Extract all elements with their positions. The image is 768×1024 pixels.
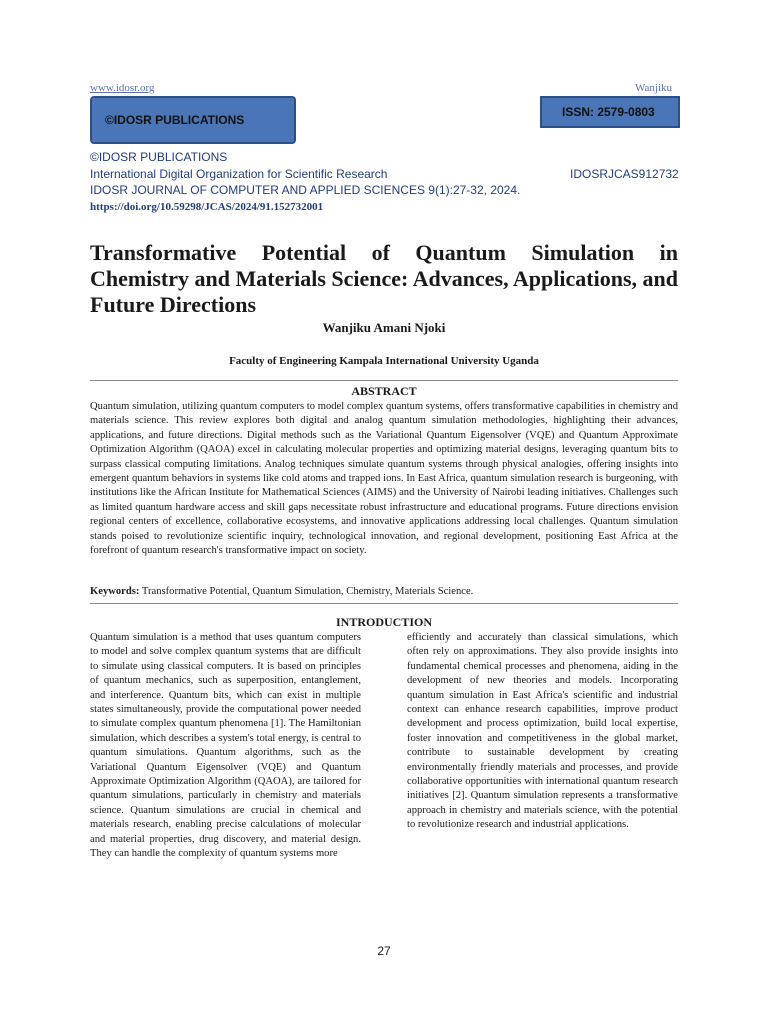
- introduction-column-right: efficiently and accurately than classical simulations, which often rely on approximations. They also provide insights into fundamental chemical processes and phenomena, aiding in the development of new theories and models. Incorporating quantum simulation in East Africa's scientific and industrial context can enhance research capabilities, improve product development and process optimization, build local expertise, foster innovation and competitiveness in the global market, contribute to sustainable development by creating environmentally friendly materials and processes, and provide collaborative opportunities with international quantum research initiatives [2]. Quantum simulation represents a transformative approach in chemistry and materials science, with the potential to revolutionize research and industrial applications.: [407, 632, 678, 831]
- article-code: IDOSRJCAS912732: [570, 167, 679, 181]
- article-title: Transformative Potential of Quantum Simulation in Chemistry and Materials Science: Advances, Applications, and Future Directions: [90, 240, 678, 317]
- keywords-list: Transformative Potential, Quantum Simulation, Chemistry, Materials Science.: [139, 586, 474, 597]
- abstract-text: Quantum simulation, utilizing quantum computers to model complex quantum systems, offers transformative capabilities in chemistry and materials science. This review explores both digital and analog quantum simulation methodologies, highlighting their advances, applications, and future directions. Digital methods such as the Variational Quantum Eigensolver (VQE) and Quantum Approximate Optimization Algorithm (QAOA) excel in calculating molecular properties and optimizing material designs, leveraging quantum bits to surpass classical computing limitations. Analog techniques simulate quantum systems through physical analogies, offering insights into emergent quantum behaviors in systems like cold atoms and trapped ions. In East Africa, quantum simulation research is burgeoning, with institutions like the African Institute for Mathematical Sciences (AIMS) and the University of Nairobi leading initiatives. Challenges such as limited quantum hardware access and skill gaps necessitate robust infrastructure and educational programs. Future directions envision regional centers of excellence, collaborative ecosystems, and innovative applications addressing local challenges. Quantum simulation stands poised to revolutionize scientific inquiry, technological innovation, and regional development, positioning East Africa at the forefront of quantum research's transformative impact on society.: [90, 401, 678, 557]
- site-link[interactable]: www.idosr.org: [90, 82, 155, 94]
- publisher-line: ©IDOSR PUBLICATIONS: [90, 150, 228, 164]
- organization-line: International Digital Organization for Scientific Research: [90, 167, 388, 181]
- introduction-heading: INTRODUCTION: [335, 615, 432, 629]
- keywords: [90, 586, 678, 597]
- abstract-top-rule: [90, 380, 678, 381]
- running-author: Wanjiku: [635, 82, 672, 94]
- abstract-bottom-rule: [90, 603, 678, 604]
- issn-label: ISSN: 2579-0803: [562, 105, 655, 119]
- page-number: 27: [377, 944, 391, 958]
- doi-link[interactable]: https://doi.org/10.59298/JCAS/2024/91.152732001: [90, 201, 324, 213]
- author-name: Wanjiku Amani Njoki: [322, 320, 446, 335]
- journal-line: IDOSR JOURNAL OF COMPUTER AND APPLIED SCIENCES 9(1):27-32, 2024.: [90, 183, 521, 197]
- abstract-heading: ABSTRACT: [351, 384, 417, 398]
- introduction-column-left: Quantum simulation is a method that uses quantum computers to model and solve complex quantum systems that are difficult to simulate using classical computers. It is based on principles of quantum mechanics, such as superposition, entanglement, and interference. Quantum bits, which can exist in multiple states simultaneously, provide the computational power needed to simulate complex quantum phenomena [1]. The Hamiltonian simulation, which describes a system's total energy, is central to quantum simulations. Quantum algorithms, such as the Variational Quantum Eigensolver (VQE) and Quantum Approximate Optimization Algorithm (QAOA), are tailored for quantum simulations, particularly in chemistry and materials science. Quantum simulations are crucial in chemical and materials research, enabling precise calculations of molecular and material properties, drug discovery, and material design. They can handle the complexity of quantum systems more: [90, 632, 361, 860]
- publisher-badge: [90, 96, 296, 144]
- author-affiliation: Faculty of Engineering Kampala International University Uganda: [229, 355, 539, 367]
- issn-badge: [540, 96, 680, 128]
- publisher-badge-label: ©IDOSR PUBLICATIONS: [105, 113, 245, 127]
- keywords-label: Keywords:: [90, 586, 140, 597]
